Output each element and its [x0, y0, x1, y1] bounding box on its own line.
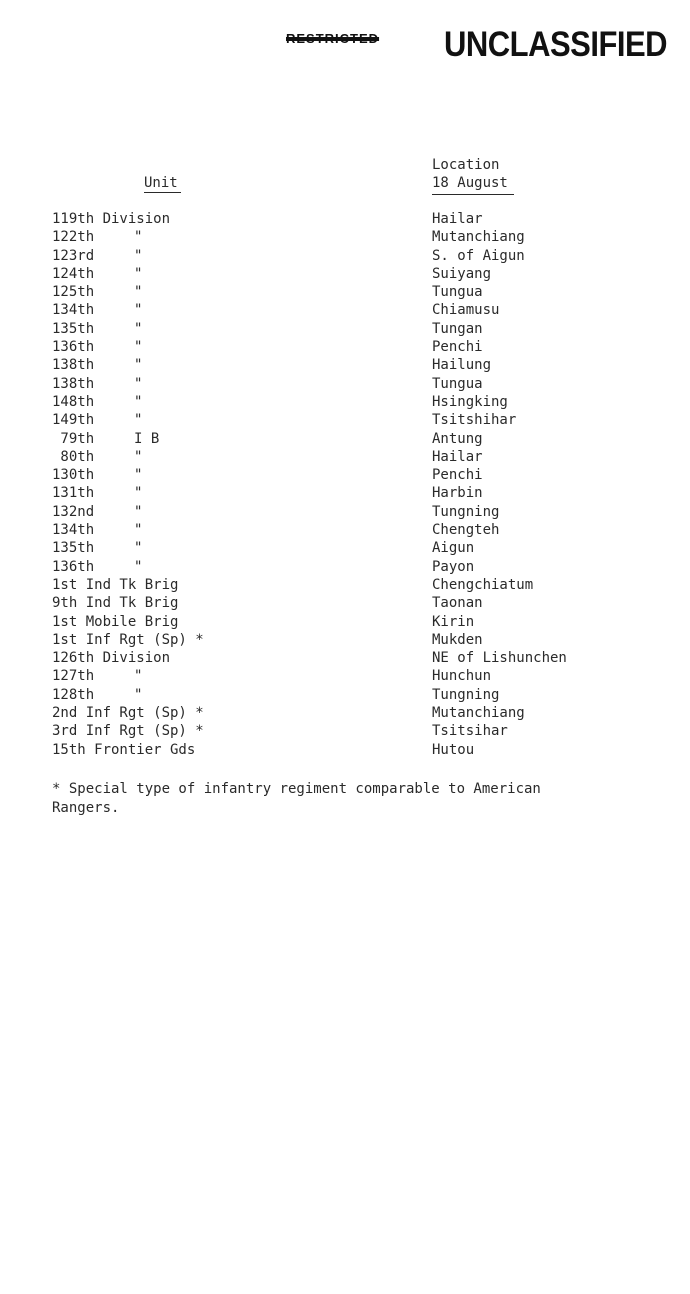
table-row [0, 521, 690, 539]
location-column-header: Location [432, 157, 500, 173]
location-cell: Kirin [432, 613, 475, 630]
ditto-mark: " [134, 686, 143, 703]
location-cell: Tungning [432, 686, 500, 703]
table-row [0, 503, 690, 521]
location-cell: Tungua [432, 284, 483, 301]
location-cell: Chengchiatum [432, 576, 534, 593]
ditto-mark: " [134, 485, 143, 502]
table-row [0, 375, 690, 393]
location-cell: S. of Aigun [432, 247, 525, 264]
location-cell: Mutanchiang [432, 705, 525, 722]
table-row [0, 411, 690, 429]
unit-cell: 134th [52, 522, 95, 539]
table-row [0, 649, 690, 667]
unit-cell: 134th [52, 302, 95, 319]
ditto-mark: " [134, 668, 143, 685]
unit-column-header: Unit [144, 175, 178, 191]
unit-cell: 132nd [52, 503, 95, 520]
table-row [0, 338, 690, 356]
location-cell: Hailar [432, 211, 483, 227]
table-row [0, 301, 690, 319]
table-row [0, 613, 690, 631]
unit-cell: 135th [52, 540, 95, 557]
table-row [0, 631, 690, 649]
classification-stamp: UNCLASSIFIED [444, 24, 668, 65]
unit-cell: 122th [52, 229, 95, 246]
location-cell: Taonan [432, 595, 483, 612]
unit-cell: 136th [52, 339, 95, 356]
ditto-mark: " [134, 339, 143, 356]
unit-cell: 9th Ind Tk Brig [52, 595, 179, 612]
ditto-mark: " [134, 375, 143, 392]
unit-cell: 136th [52, 558, 95, 575]
table-row [0, 228, 690, 246]
unit-cell: 135th [52, 320, 95, 337]
location-cell: Hailar [432, 448, 483, 465]
location-cell: Suiyang [432, 265, 492, 282]
footnote: * Special type of infantry regiment comparable to American Rangers. [52, 781, 541, 816]
table-row [0, 722, 690, 740]
table-row [0, 320, 690, 338]
ditto-mark: " [134, 503, 143, 520]
table-row [0, 448, 690, 466]
location-cell: Antung [432, 430, 483, 447]
location-header-underline [432, 194, 514, 195]
table-row [0, 667, 690, 685]
table-row [0, 210, 690, 228]
table-row [0, 576, 690, 594]
location-cell: Tungan [432, 320, 483, 337]
table-row [0, 265, 690, 283]
table-row [0, 466, 690, 484]
table-row [0, 741, 690, 759]
location-cell: Hunchun [432, 668, 492, 685]
unit-cell: 80th [52, 448, 95, 465]
table-row [0, 247, 690, 265]
restricted-stamp: RESTRICTED [286, 31, 380, 46]
unit-cell: 138th [52, 375, 95, 392]
ditto-mark: I B [134, 430, 160, 447]
unit-cell: 2nd Inf Rgt (Sp) * [52, 705, 204, 722]
ditto-mark: " [134, 265, 143, 282]
location-cell: Chiamusu [432, 302, 500, 319]
unit-location-table [0, 210, 690, 759]
ditto-mark: " [134, 357, 143, 374]
location-cell: Hailung [432, 357, 492, 374]
unit-cell: 127th [52, 668, 95, 685]
table-row [0, 539, 690, 557]
location-cell: Aigun [432, 540, 475, 557]
unit-cell: 131th [52, 485, 95, 502]
unit-cell: 126th Division [52, 650, 171, 667]
location-cell: Mutanchiang [432, 229, 525, 246]
location-cell: Tsitshihar [432, 412, 517, 429]
ditto-mark: " [134, 558, 143, 575]
location-cell: Harbin [432, 485, 483, 502]
table-row [0, 704, 690, 722]
unit-cell: 3rd Inf Rgt (Sp) * [52, 723, 204, 740]
table-row [0, 393, 690, 411]
location-cell: Tsitsihar [432, 723, 508, 740]
ditto-mark: " [134, 448, 143, 465]
ditto-mark: " [134, 467, 143, 484]
ditto-mark: " [134, 247, 143, 264]
table-row [0, 686, 690, 704]
unit-cell: 148th [52, 393, 95, 410]
location-cell: NE of Lishunchen [432, 650, 567, 667]
unit-cell: 1st Ind Tk Brig [52, 576, 179, 593]
ditto-mark: " [134, 522, 143, 539]
location-cell: Tungning [432, 503, 500, 520]
table-row [0, 484, 690, 502]
unit-cell: 138th [52, 357, 95, 374]
location-cell: Penchi [432, 467, 483, 484]
unit-cell: 123rd [52, 247, 95, 264]
ditto-mark: " [134, 540, 143, 557]
ditto-mark: " [134, 302, 143, 319]
unit-cell: 15th Frontier Gds [52, 741, 196, 758]
unit-cell: 130th [52, 467, 95, 484]
ditto-mark: " [134, 284, 143, 301]
location-cell: Hsingking [432, 393, 508, 410]
location-cell: Mukden [432, 631, 483, 648]
location-cell: Payon [432, 558, 475, 575]
table-row [0, 558, 690, 576]
ditto-mark: " [134, 412, 143, 429]
unit-cell: 149th [52, 412, 95, 429]
location-cell: Penchi [432, 339, 483, 356]
table-row [0, 430, 690, 448]
location-cell: Tungua [432, 375, 483, 392]
unit-header-underline [144, 192, 181, 193]
location-date-header: 18 August [432, 175, 508, 191]
unit-cell: 124th [52, 265, 95, 282]
table-row [0, 594, 690, 612]
table-row [0, 283, 690, 301]
unit-cell: 1st Mobile Brig [52, 613, 179, 630]
table-row [0, 356, 690, 374]
location-cell: Chengteh [432, 522, 500, 539]
unit-cell: 128th [52, 686, 95, 703]
ditto-mark: " [134, 229, 143, 246]
unit-cell: 119th Division [52, 211, 171, 227]
unit-cell: 79th [52, 430, 95, 447]
unit-cell: 1st Inf Rgt (Sp) * [52, 631, 204, 648]
unit-cell: 125th [52, 284, 95, 301]
location-cell: Hutou [432, 741, 475, 758]
ditto-mark: " [134, 320, 143, 337]
ditto-mark: " [134, 393, 143, 410]
